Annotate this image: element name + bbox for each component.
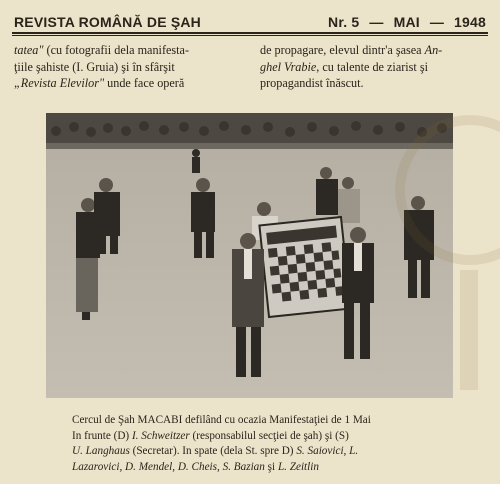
text-column-left xyxy=(14,42,240,92)
text-line: (cu fotografii dela manifesta- xyxy=(43,43,190,57)
journal-title: REVISTA ROMÂNĂ DE ŞAH xyxy=(14,14,201,30)
caption-text: (responsabilul secţiei de şah) şi (S) xyxy=(189,429,349,442)
caption-text: (Secretar). In spate (dela St. spre D) xyxy=(129,445,297,457)
text-line: ţiile şahiste (I. Gruia) şi în sfârşit xyxy=(14,59,175,74)
caption-name: L. Zeitlin xyxy=(277,460,319,473)
text-line: unde face operă xyxy=(104,76,185,90)
photo-caption xyxy=(72,413,432,475)
issue-month: MAI xyxy=(393,14,420,30)
text-italic: ghel Vrabie xyxy=(260,59,317,74)
text-line: de propagare, elevul dintr'a şasea xyxy=(260,43,425,57)
text-italic: „Revista Elevilor" xyxy=(14,76,105,90)
caption-name: S. Saiovici, L. xyxy=(296,445,359,457)
caption-text: In frunte (D) xyxy=(72,429,132,442)
header-rule xyxy=(12,32,488,34)
text-line: propagandist înăscut. xyxy=(260,76,364,90)
header-rule-thin xyxy=(12,35,488,36)
caption-text: şi xyxy=(264,460,278,473)
separator: — xyxy=(429,14,445,30)
parade-photo xyxy=(46,113,453,398)
separator: — xyxy=(369,14,384,30)
issue-number: Nr. 5 xyxy=(328,14,360,30)
parade-photo-illustration xyxy=(46,113,453,398)
page-header xyxy=(14,10,486,30)
text-line: , cu talente de ziarist şi xyxy=(316,59,428,74)
text-column-right xyxy=(260,42,486,92)
caption-name: I. Schweitzer xyxy=(131,429,190,442)
caption-line: Cercul de Şah MACABI defilând cu ocazia Manifestaţiei de 1 Mai xyxy=(72,414,371,426)
chessboard-banner xyxy=(259,217,350,317)
issue-info xyxy=(328,14,486,30)
caption-name: Lazarovici, D. Mendel, D. Cheis, S. Bazian xyxy=(72,460,265,473)
issue-year: 1948 xyxy=(454,14,486,30)
text-italic: An- xyxy=(424,43,443,57)
text-italic: tatea" xyxy=(14,43,44,57)
caption-name: U. Langhaus xyxy=(72,445,130,457)
